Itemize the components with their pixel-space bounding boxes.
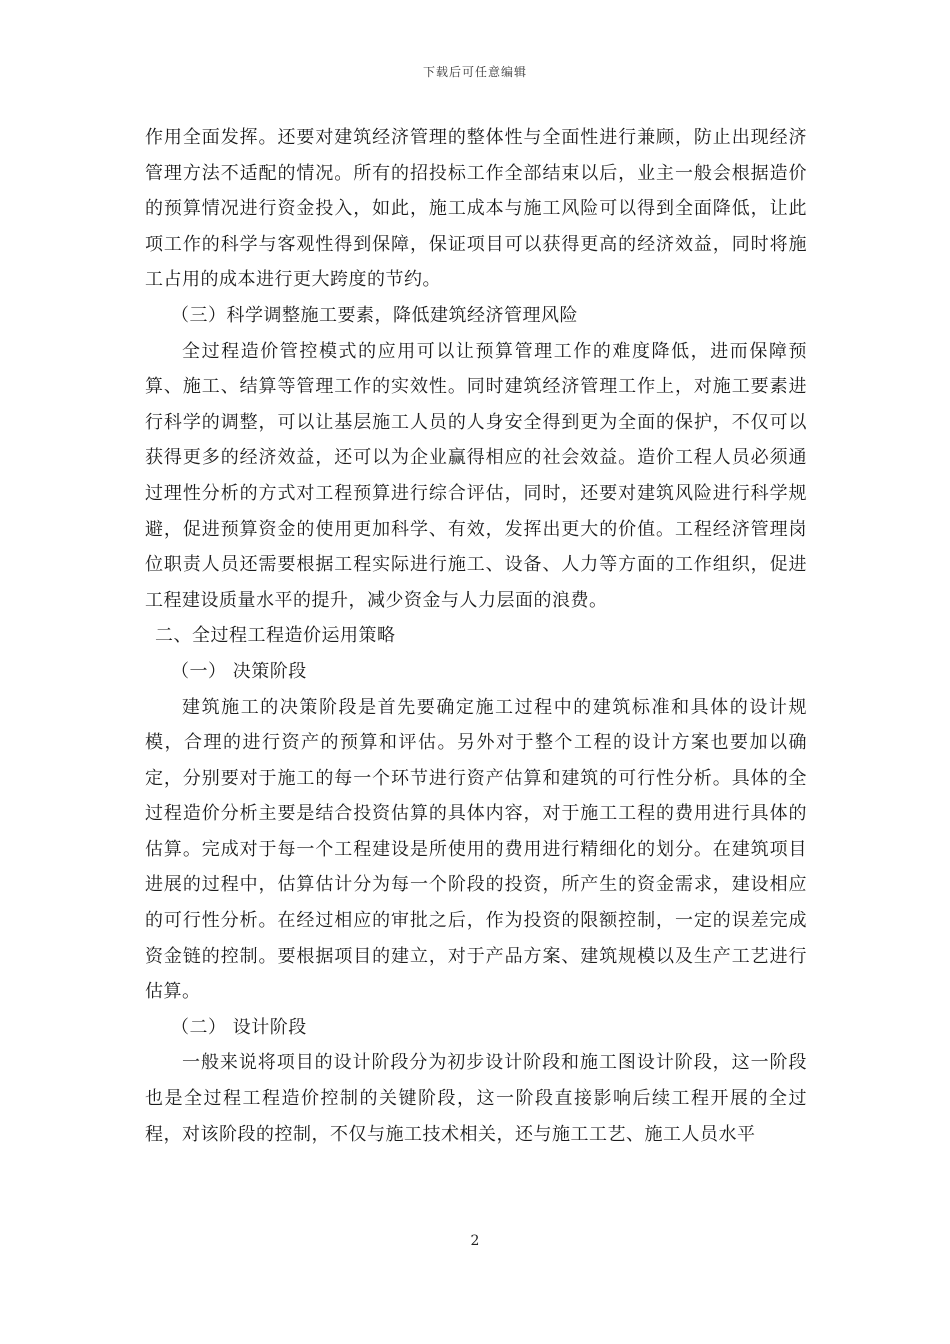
subsection-heading-2: （二） 设计阶段 bbox=[171, 1016, 307, 1038]
subsection-heading-3: （三）科学调整施工要素，降低建筑经济管理风险 bbox=[171, 304, 578, 326]
page-header: 下载后可任意编辑 bbox=[422, 65, 527, 79]
section-heading-2: 二、全过程工程造价运用策略 bbox=[155, 625, 396, 647]
paragraph-continuation: 作用全面发挥。还要对建筑经济管理的整体性与全面性进行兼顾，防止出现经济管理方法不适配的情况。所有的招投标工作全部结束以后，业主一般会根据造价的预算情况进行资金投入，如此，施工成本与施工风险可以得到全面降低，让此项工作的科学与客观性得到保障，保证项目可以获得更高的经济效益，同时将施工占用的成本进行更大跨度的节约。 bbox=[145, 127, 807, 291]
paragraph-body: 一般来说将项目的设计阶段分为初步设计阶段和施工图设计阶段，这一阶段也是全过程工程造价控制的关键阶段，这一阶段直接影响后续工程开展的全过程，对该阶段的控制，不仅与施工技术相关，还与施工工艺、施工人员水平 bbox=[145, 1052, 807, 1145]
paragraph-body: 全过程造价管控模式的应用可以让预算管理工作的难度降低，进而保障预算、施工、结算等管理工作的实效性。同时建筑经济管理工作上，对施工要素进行科学的调整，可以让基层施工人员的人身安全得到更为全面的保护，不仅可以获得更多的经济效益，还可以为企业赢得相应的社会效益。造价工程人员必须通过理性分析的方式对工程预算进行综合评估，同时，还要对建筑风险进行科学规避，促进预算资金的使用更加科学、有效，发挥出更大的价值。工程经济管理岗位职责人员还需要根据工程实际进行施工、设备、人力等方面的工作组织，促进工程建设质量水平的提升，减少资金与人力层面的浪费。 bbox=[145, 340, 807, 611]
page-number: 2 bbox=[470, 1233, 480, 1249]
paragraph-body: 建筑施工的决策阶段是首先要确定施工过程中的建筑标准和具体的设计规模，合理的进行资产的预算和评估。另外对于整个工程的设计方案也要加以确定，分别要对于施工的每一个环节进行资产估算和建筑的可行性分析。具体的全过程造价分析主要是结合投资估算的具体内容，对于施工工程的费用进行具体的估算。完成对于每一个工程建设是所使用的费用进行精细化的划分。在建筑项目进展的过程中，估算估计分为每一个阶段的投资，所产生的资金需求，建设相应的可行性分析。在经过相应的审批之后，作为投资的限额控制，一定的误差完成资金链的控制。要根据项目的建立，对于产品方案、建筑规模以及生产工艺进行估算。 bbox=[145, 696, 807, 1003]
subsection-heading-1: （一） 决策阶段 bbox=[171, 660, 307, 682]
document-body bbox=[145, 120, 807, 1152]
